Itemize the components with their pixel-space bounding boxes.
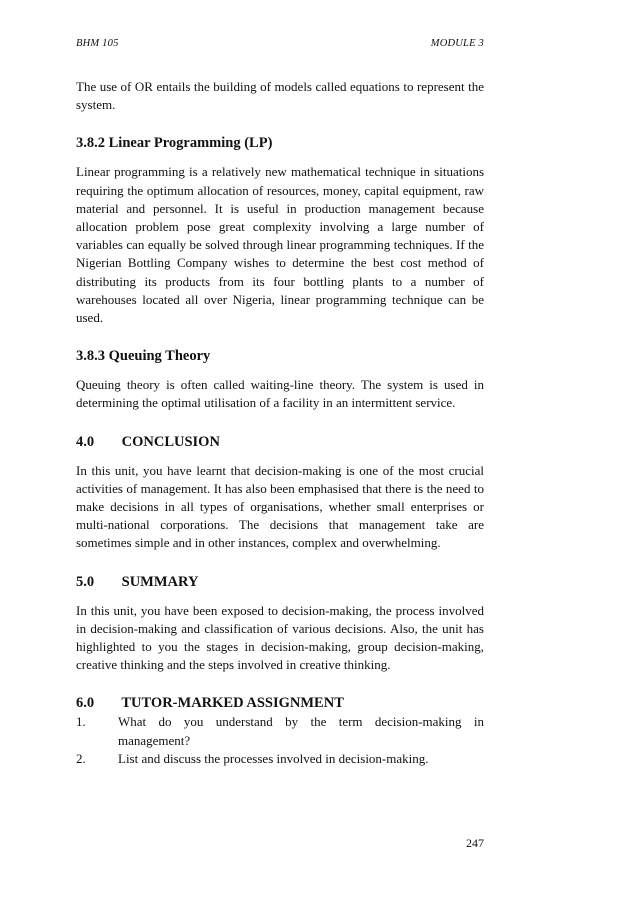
- section-heading-tma: [76, 693, 484, 713]
- document-page: [76, 0, 484, 902]
- section-title: TUTOR-MARKED ASSIGNMENT: [121, 695, 344, 712]
- section-title: Linear Programming (LP): [108, 135, 273, 152]
- summary-paragraph: In this unit, you have been exposed to decision-making, the process involved in decision-making and classification of various decisions. Also, the unit has highlighted to you the stages in decision-making, group decision-making, creative thinking and the steps involved in creative thinking.: [76, 602, 484, 673]
- section-heading-queuing: [76, 346, 484, 366]
- item-text: What do you understand by the term decision-making in management?: [118, 714, 484, 748]
- item-text: List and discuss the processes involved in decision-making.: [118, 750, 429, 766]
- section-title: CONCLUSION: [121, 433, 220, 450]
- queuing-paragraph: Queuing theory is often called waiting-line theory. The system is used in determining the optimal utilisation of a facility in an intermittent service.: [76, 377, 484, 411]
- list-item: [76, 750, 484, 768]
- page-number: 247: [466, 836, 484, 850]
- page-body: [76, 78, 484, 768]
- section-number: 5.0: [76, 573, 95, 590]
- section-title: Queuing Theory: [108, 348, 211, 365]
- intro-paragraph: The use of OR entails the building of models called equations to represent the system.: [76, 79, 484, 113]
- section-heading-summary: [76, 572, 484, 592]
- module-label: MODULE 3: [430, 38, 484, 49]
- section-title: SUMMARY: [121, 573, 199, 590]
- section-heading-conclusion: [76, 432, 484, 452]
- section-number: 3.8.2: [76, 135, 105, 152]
- section-number: 6.0: [76, 695, 95, 712]
- item-number: 1.: [76, 714, 86, 730]
- assignment-list: [76, 713, 484, 768]
- conclusion-paragraph: In this unit, you have learnt that decision-making is one of the most crucial activities of management. It has also been emphasised that there is the need to make decisions in all types of organisations, whether small enterprises or multi-national corporations. The decisions that management take are sometimes simple and in other instances, complex and overwhelming.: [76, 462, 484, 551]
- list-item: [76, 713, 484, 749]
- section-number: 3.8.3: [76, 348, 105, 365]
- section-number: 4.0: [76, 433, 95, 450]
- item-number: 2.: [76, 750, 86, 766]
- section-heading-lp: [76, 133, 484, 153]
- course-code: BHM 105: [76, 38, 119, 49]
- lp-paragraph: Linear programming is a relatively new mathematical technique in situations requiring the optimum allocation of resources, money, capital equipment, raw material and personnel. It is useful in production management because allocation problem pose great complexity involving a large number of variables can equally be solved through linear programming techniques. If the Nigerian Bottling Company wishes to determine the best cost method of distributing its products from its four bottling plants to a number of warehouses located all over Nigeria, linear programming technique can be used.: [76, 164, 484, 326]
